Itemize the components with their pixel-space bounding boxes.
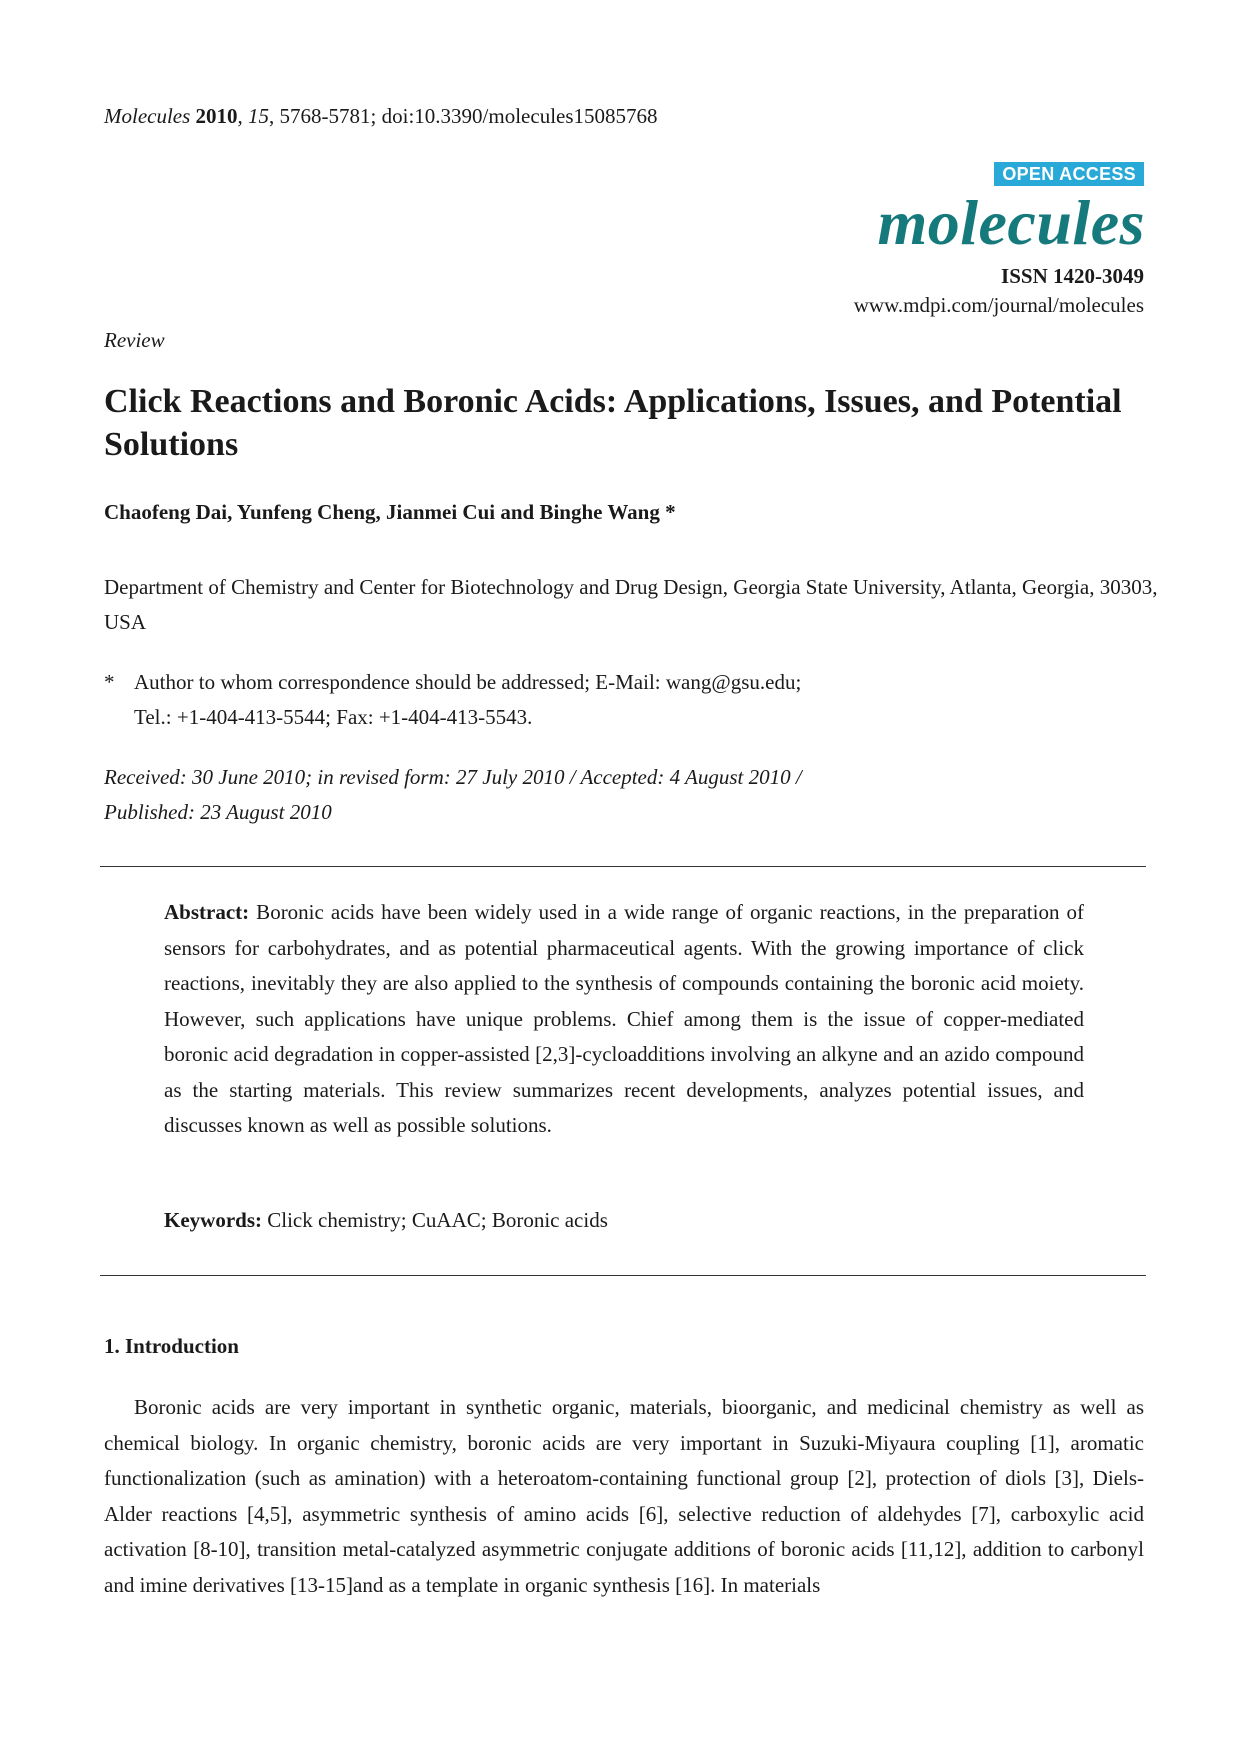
abstract-text: Boronic acids have been widely used in a wide range of organic reactions, in the preparation of sensors for carbohydrates, and as potential pharmaceutical agents. With the growing importance of click reactions, inevitably they are also applied to the synthesis of compounds containing the boronic acid moiety. However, such applications have unique problems. Chief among them is the issue of copper-mediated boronic acid degradation in copper-assisted [2,3]-cycloadditions involving an alkyne and an azido compound as the starting materials. This review summarizes recent developments, analyzes potential issues, and discusses known as well as possible solutions. [164,900,1084,1137]
correspondence-note [104,665,1164,735]
keywords-label: Keywords: [164,1208,262,1232]
page-title: Click Reactions and Boronic Acids: Applications, Issues, and Potential Solutions [104,383,1122,463]
dates-line-2: Published: 23 August 2010 [104,800,332,824]
publication-dates [104,760,1164,830]
journal-url[interactable]: www.mdpi.com/journal/molecules [853,293,1144,317]
abstract [164,895,1084,1144]
authors: Chaofeng Dai, Yunfeng Cheng, Jianmei Cui and Binghe Wang * [104,500,676,524]
issn: ISSN 1420-3049 [1001,264,1144,288]
article-type: Review [104,328,165,352]
dates-line-1: Received: 30 June 2010; in revised form: 27 July 2010 / Accepted: 4 August 2010 / [104,765,802,789]
citation-volume: 15 [248,104,270,128]
affiliation: Department of Chemistry and Center for Biotechnology and Drug Design, Georgia State University, Atlanta, Georgia, 30303, USA [104,575,1158,634]
keywords [164,1208,608,1233]
divider-top [100,866,1146,867]
citation-year: 2010 [195,104,238,128]
citation-journal: Molecules [104,104,191,128]
citation-pages-doi: , 5768-5781; doi:10.3390/molecules15085768 [269,104,658,128]
section-heading-introduction: 1. Introduction [104,1334,239,1358]
abstract-label: Abstract: [164,900,250,924]
open-access-badge: OPEN ACCESS [994,162,1144,186]
journal-logo: molecules [877,187,1145,258]
introduction-paragraph: Boronic acids are very important in synthetic organic, materials, bioorganic, and medicinal chemistry as well as chemical biology. In organic chemistry, boronic acids are very important in Suzuki-Miyaura coupling [1], aromatic functionalization (such as amination) with a heteroatom-containing functional group [2], protection of diols [3], Diels-Alder reactions [4,5], asymmetric synthesis of amino acids [6], selective reduction of aldehydes [7], carboxylic acid activation [8-10], transition metal-catalyzed asymmetric conjugate additions of boronic acids [11,12], addition to carbonyl and imine derivatives [13-15]and as a template in organic synthesis [16]. In materials [104,1395,1144,1597]
keywords-text: Click chemistry; CuAAC; Boronic acids [262,1208,608,1232]
footnote-star: * [104,670,115,694]
correspondence-line-2: Tel.: +1-404-413-5544; Fax: +1-404-413-5543. [134,705,533,729]
divider-bottom [100,1275,1146,1276]
citation-line: Molecules 2010, 15, 5768-5781; doi:10.3390/molecules15085768 [104,104,658,128]
correspondence-line-1: Author to whom correspondence should be addressed; E-Mail: wang@gsu.edu; [134,670,802,694]
